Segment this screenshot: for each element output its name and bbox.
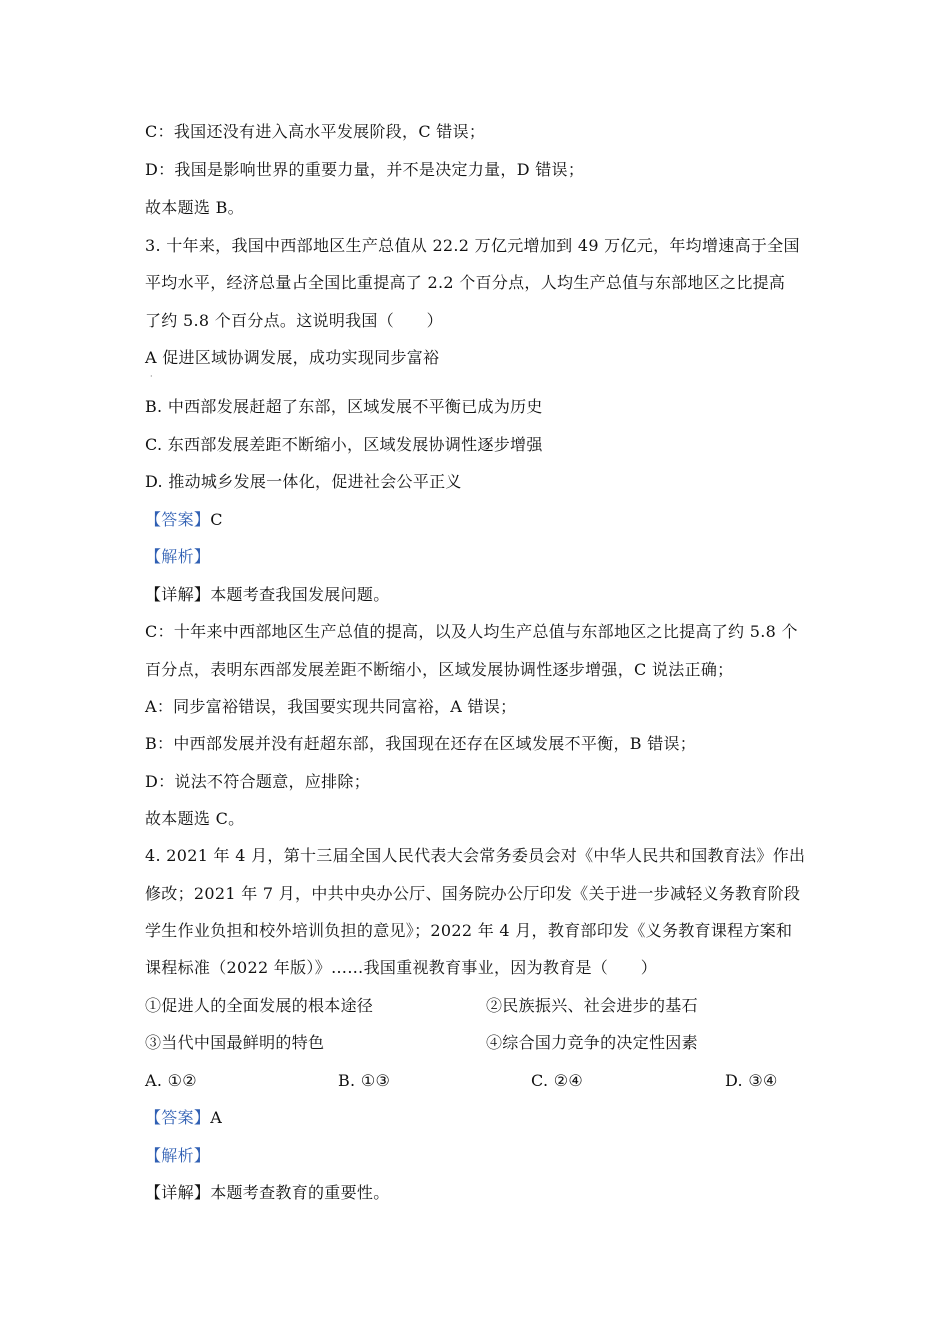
statement-3: ③当代中国最鲜明的特色 bbox=[145, 1033, 325, 1052]
statement-2: ②民族振兴、社会进步的基石 bbox=[486, 996, 698, 1015]
answer-value: A bbox=[210, 1108, 223, 1127]
detail-tag: 【详解】 bbox=[145, 1183, 211, 1202]
answer-tag: 【答案】 bbox=[145, 1108, 211, 1127]
question-4-stem-line-1: 4. 2021 年 4 月，第十三届全国人民代表大会常务委员会对《中华人民共和国教育法》作出 bbox=[145, 846, 806, 865]
question-4-analysis-tag: 【解析】 bbox=[145, 1146, 211, 1165]
question-3-detail bbox=[145, 584, 390, 606]
question-3-option-c: C. 东西部发展差距不断缩小，区域发展协调性逐步增强 bbox=[145, 435, 543, 454]
question-3-option-b: B. 中西部发展赶超了东部，区域发展不平衡已成为历史 bbox=[145, 397, 543, 416]
question-3-explanation-2: 百分点，表明东西部发展差距不断缩小，区域发展协调性逐步增强，C 说法正确； bbox=[145, 660, 734, 679]
statement-1: ①促进人的全面发展的根本途径 bbox=[145, 996, 374, 1015]
stray-dot: · bbox=[150, 372, 153, 381]
question-4-option-d: D. ③④ bbox=[725, 1071, 778, 1090]
detail-text: 本题考查教育的重要性。 bbox=[210, 1183, 390, 1202]
question-3-stem-line-3: 了约 5.8 个百分点。这说明我国（ ） bbox=[145, 311, 443, 330]
detail-tag: 【详解】 bbox=[145, 585, 211, 604]
answer-value: C bbox=[210, 510, 223, 529]
question-3-explanation-3: A：同步富裕错误，我国要实现共同富裕，A 错误； bbox=[145, 697, 517, 716]
question-4-answer bbox=[145, 1107, 222, 1129]
answer-tag: 【答案】 bbox=[145, 510, 211, 529]
statement-4: ④综合国力竞争的决定性因素 bbox=[486, 1033, 698, 1052]
question-4-stem-line-4: 课程标准（2022 年版）》……我国重视教育事业，因为教育是（ ） bbox=[145, 958, 658, 977]
question-4-detail bbox=[145, 1182, 390, 1204]
question-4-option-c: C. ②④ bbox=[531, 1071, 584, 1090]
question-4-option-b: B. ①③ bbox=[338, 1071, 391, 1090]
conclusion: 故本题选 B。 bbox=[145, 198, 244, 217]
option-d-explanation: D：我国是影响世界的重要力量，并不是决定力量，D 错误； bbox=[145, 160, 585, 179]
question-3-explanation-4: B：中西部发展并没有赶超东部，我国现在还存在区域发展不平衡，B 错误； bbox=[145, 734, 697, 753]
question-4-stem-line-2: 修改；2021 年 7 月，中共中央办公厅、国务院办公厅印发《关于进一步减轻义务教育阶段 bbox=[145, 884, 801, 903]
option-c-explanation: C：我国还没有进入高水平发展阶段，C 错误； bbox=[145, 122, 486, 141]
question-3-analysis-tag: 【解析】 bbox=[145, 547, 211, 566]
question-3-conclusion: 故本题选 C。 bbox=[145, 809, 245, 828]
question-4-stem-line-3: 学生作业负担和校外培训负担的意见》；2022 年 4 月，教育部印发《义务教育课程方案和 bbox=[145, 921, 793, 940]
question-3-option-a: A 促进区域协调发展，成功实现同步富裕 bbox=[145, 348, 440, 367]
question-3-explanation-1: C：十年来中西部地区生产总值的提高，以及人均生产总值与东部地区之比提高了约 5.8 个 bbox=[145, 622, 798, 641]
question-3-option-d: D. 推动城乡发展一体化，促进社会公平正义 bbox=[145, 472, 462, 491]
detail-text: 本题考查我国发展问题。 bbox=[210, 585, 390, 604]
question-4-option-a: A. ①② bbox=[145, 1071, 197, 1090]
question-3-explanation-5: D：说法不符合题意，应排除； bbox=[145, 772, 371, 791]
question-3-answer bbox=[145, 509, 223, 531]
question-3-stem-line-1: 3. 十年来，我国中西部地区生产总值从 22.2 万亿元增加到 49 万亿元，年均增速高于全国 bbox=[145, 236, 800, 255]
question-3-stem-line-2: 平均水平，经济总量占全国比重提高了 2.2 个百分点，人均生产总值与东部地区之比提高 bbox=[145, 273, 786, 292]
